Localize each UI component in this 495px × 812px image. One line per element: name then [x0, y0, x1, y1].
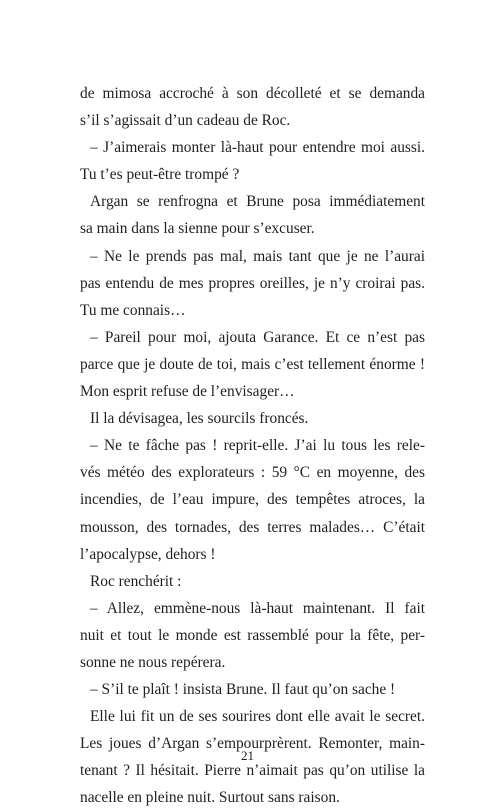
text-line: pas entendu de mes propres oreilles, je n’y croirai pas. — [80, 274, 425, 292]
text-line: – Ne le prends pas mal, mais tant que je ne l’aurai — [90, 247, 425, 265]
text-line: Il la dévisagea, les sourcils froncés. — [90, 410, 309, 428]
paragraph — [80, 405, 425, 432]
text-line: Tu t’es peut-être trompé ? — [80, 166, 240, 184]
text-line: l’apocalypse, dehors ! — [80, 545, 216, 563]
paragraph — [80, 568, 425, 595]
text-line: nacelle en pleine nuit. Surtout sans raison. — [80, 789, 340, 807]
text-line: s’il s’agissait d’un cadeau de Roc. — [80, 112, 291, 130]
text-line: incendies, de l’eau impure, des tempêtes atroces, la — [80, 491, 425, 509]
text-line: nuit et tout le monde est rassemblé pour la fête, per- — [80, 626, 425, 644]
paragraph — [80, 243, 425, 324]
text-line: Tu me connais… — [80, 301, 186, 319]
body-text — [80, 80, 425, 812]
text-line: – Pareil pour moi, ajouta Garance. Et ce n’est pas — [90, 328, 425, 346]
text-line: tenant ? Il hésitait. Pierre n’aimait pas qu’on utilise la — [80, 762, 425, 780]
paragraph — [80, 432, 425, 567]
text-line: mousson, des tornades, des terres malades… C’était — [80, 518, 425, 536]
text-line: Les joues d’Argan s’empourprèrent. Remonter, main- — [80, 735, 425, 753]
text-line: sa main dans la sienne pour s’excuser. — [80, 220, 315, 238]
text-line: Roc renchérit : — [90, 572, 182, 590]
text-line: Argan se renfrogna et Brune posa immédiatement — [90, 193, 425, 211]
text-line: sonne ne nous repérera. — [80, 653, 226, 671]
text-line: Elle lui fit un de ses sourires dont elle avait le secret. — [90, 708, 425, 726]
text-line: vés météo des explorateurs : 59 °C en moyenne, des — [80, 464, 425, 482]
text-line: de mimosa accroché à son décolleté et se demanda — [80, 85, 425, 102]
page-number: 21 — [241, 748, 254, 763]
paragraph — [80, 324, 425, 405]
paragraph — [80, 188, 425, 242]
paragraph — [80, 134, 425, 188]
text-line: – Ne te fâche pas ! reprit-elle. J’ai lu tous les rele- — [90, 437, 425, 455]
paragraph — [80, 595, 425, 676]
paragraph — [80, 80, 425, 134]
text-line: – J’aimerais monter là-haut pour entendre moi aussi. — [90, 139, 425, 157]
text-line: – Allez, emmène-nous là-haut maintenant. Il fait — [90, 599, 425, 617]
paragraph — [80, 676, 425, 703]
text-line: – S’il te plaît ! insista Brune. Il faut qu’on sache ! — [90, 681, 396, 699]
text-line: Mon esprit refuse de l’envisager… — [80, 383, 295, 401]
text-line: parce que je doute de toi, mais c’est tellement énorme ! — [80, 355, 425, 373]
